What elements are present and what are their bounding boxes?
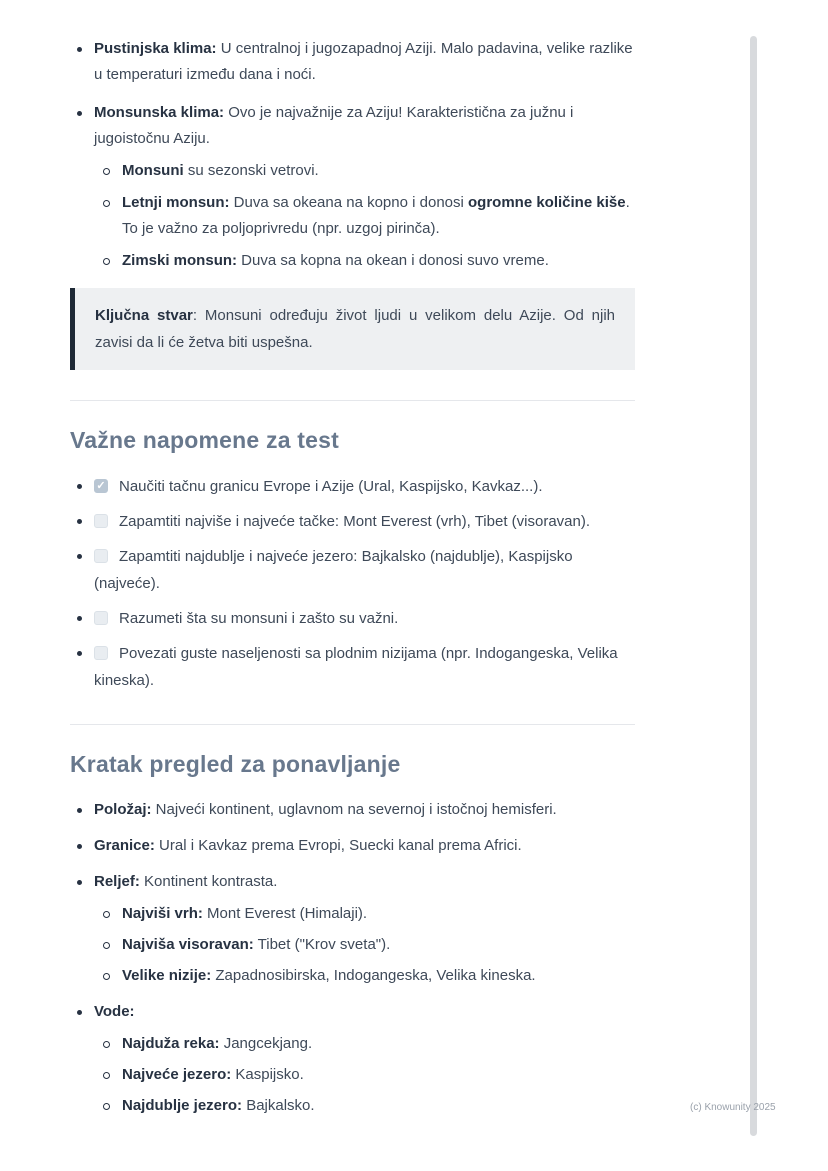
checkbox[interactable] <box>94 611 108 625</box>
term-bold: Najduža reka: <box>122 1035 220 1052</box>
term-bold: Monsuni <box>122 162 184 179</box>
item-text: . To je važno za poljoprivredu (npr. uzgoj pirinča). <box>122 194 630 237</box>
divider <box>70 400 635 401</box>
term-bold: Velike nizije: <box>122 967 212 984</box>
item-text: U centralnoj i jugozapadnoj Aziji. Malo padavina, velike razlike u temperaturi između dana i noći. <box>94 40 633 83</box>
checklist-item <box>70 508 635 535</box>
list-item-najvisa-visoravan <box>94 932 635 958</box>
term-bold: Monsunska klima: <box>94 104 225 121</box>
item-text: Tibet ("Krov sveta"). <box>253 936 391 953</box>
term-bold: Letnji monsun: <box>122 194 230 211</box>
list-item-najvisi-vrh <box>94 901 635 927</box>
item-text: Zapamtiti najdublje i najveće jezero: Bajkalsko (najdublje), Kaspijsko (najveće). <box>94 548 573 592</box>
review-list <box>70 797 635 1119</box>
callout-text: : Monsuni određuju život ljudi u velikom delu Azije. Od njih zavisi da li će žetva biti uspešna. <box>95 307 615 351</box>
list-item-reljef <box>70 869 635 989</box>
term-bold: Pustinjska klima: <box>94 40 217 57</box>
scrollbar-thumb[interactable] <box>750 36 757 1136</box>
checklist-item <box>70 473 635 500</box>
item-text: Zapadnosibirska, Indogangeska, Velika kineska. <box>211 967 536 984</box>
emphasis-bold: ogromne količine kiše <box>468 194 626 211</box>
term-bold: Granice: <box>94 837 155 854</box>
divider <box>70 724 635 725</box>
item-text: Duva sa kopna na okean i donosi suvo vreme. <box>237 252 549 269</box>
section-heading-test-notes: Važne napomene za test <box>70 427 339 453</box>
list-item-letnji-monsun <box>94 190 635 242</box>
item-text: Jangcekjang. <box>219 1035 313 1052</box>
checklist-item <box>70 543 635 597</box>
term-bold: Najviši vrh: <box>122 905 203 922</box>
review-section <box>70 749 635 1119</box>
monsun-sublist <box>94 158 635 274</box>
checklist-item <box>70 640 635 694</box>
list-item-najduza-reka <box>94 1031 635 1057</box>
term-bold: Najveće jezero: <box>122 1066 232 1083</box>
item-text: Kontinent kontrasta. <box>139 873 278 890</box>
term-bold: Vode: <box>94 1003 135 1020</box>
list-item-velike-nizije <box>94 963 635 989</box>
checklist-item <box>70 605 635 632</box>
section-heading-review: Kratak pregled za ponavljanje <box>70 751 401 777</box>
list-item-zimski-monsun <box>94 248 635 274</box>
term-bold: Najviša visoravan: <box>122 936 254 953</box>
reljef-sublist <box>94 901 635 989</box>
item-text: Najveći kontinent, uglavnom na severnoj i istočnoj hemisferi. <box>151 801 557 818</box>
item-text: Ural i Kavkaz prema Evropi, Suecki kanal prema Africi. <box>154 837 522 854</box>
item-text: Razumeti šta su monsuni i zašto su važni. <box>119 610 399 627</box>
term-bold: Najdublje jezero: <box>122 1097 243 1114</box>
item-text: Naučiti tačnu granicu Evrope i Azije (Ural, Kaspijsko, Kavkaz...). <box>119 478 543 495</box>
checkbox[interactable] <box>94 479 108 493</box>
item-text: Duva sa okeana na kopno i donosi <box>229 194 468 211</box>
item-text: Povezati guste naseljenosti sa plodnim nizijama (npr. Indogangeska, Velika kineska). <box>94 645 618 689</box>
list-item-granice <box>70 833 635 859</box>
list-item-monsunska-klima <box>70 100 635 274</box>
checkbox[interactable] <box>94 549 108 563</box>
term-bold: Zimski monsun: <box>122 252 238 269</box>
document-content <box>70 36 635 1129</box>
checkbox[interactable] <box>94 646 108 660</box>
vode-sublist <box>94 1031 635 1119</box>
list-item-najdublje-jezero <box>94 1093 635 1119</box>
list-item-najvece-jezero <box>94 1062 635 1088</box>
callout-box <box>70 288 635 370</box>
item-text: Bajkalsko. <box>242 1097 315 1114</box>
list-item-pustinjska-klima <box>70 36 635 88</box>
list-item-monsuni <box>94 158 635 184</box>
list-item-vode <box>70 999 635 1119</box>
climate-list <box>70 36 635 274</box>
callout-term: Ključna stvar <box>95 307 193 324</box>
term-bold: Reljef: <box>94 873 140 890</box>
item-text: Mont Everest (Himalaji). <box>202 905 368 922</box>
item-text: su sezonski vetrovi. <box>183 162 319 179</box>
copyright-watermark: (c) Knowunity 2025 <box>690 1102 776 1113</box>
item-text: Zapamtiti najviše i najveće tačke: Mont Everest (vrh), Tibet (visoravan). <box>119 513 591 530</box>
test-checklist <box>70 473 635 694</box>
term-bold: Položaj: <box>94 801 152 818</box>
item-text: Kaspijsko. <box>231 1066 304 1083</box>
item-text: Ovo je najvažnije za Aziju! Karakteristična za južnu i jugoistočnu Aziju. <box>94 104 574 147</box>
checkbox[interactable] <box>94 514 108 528</box>
list-item-polozaj <box>70 797 635 823</box>
